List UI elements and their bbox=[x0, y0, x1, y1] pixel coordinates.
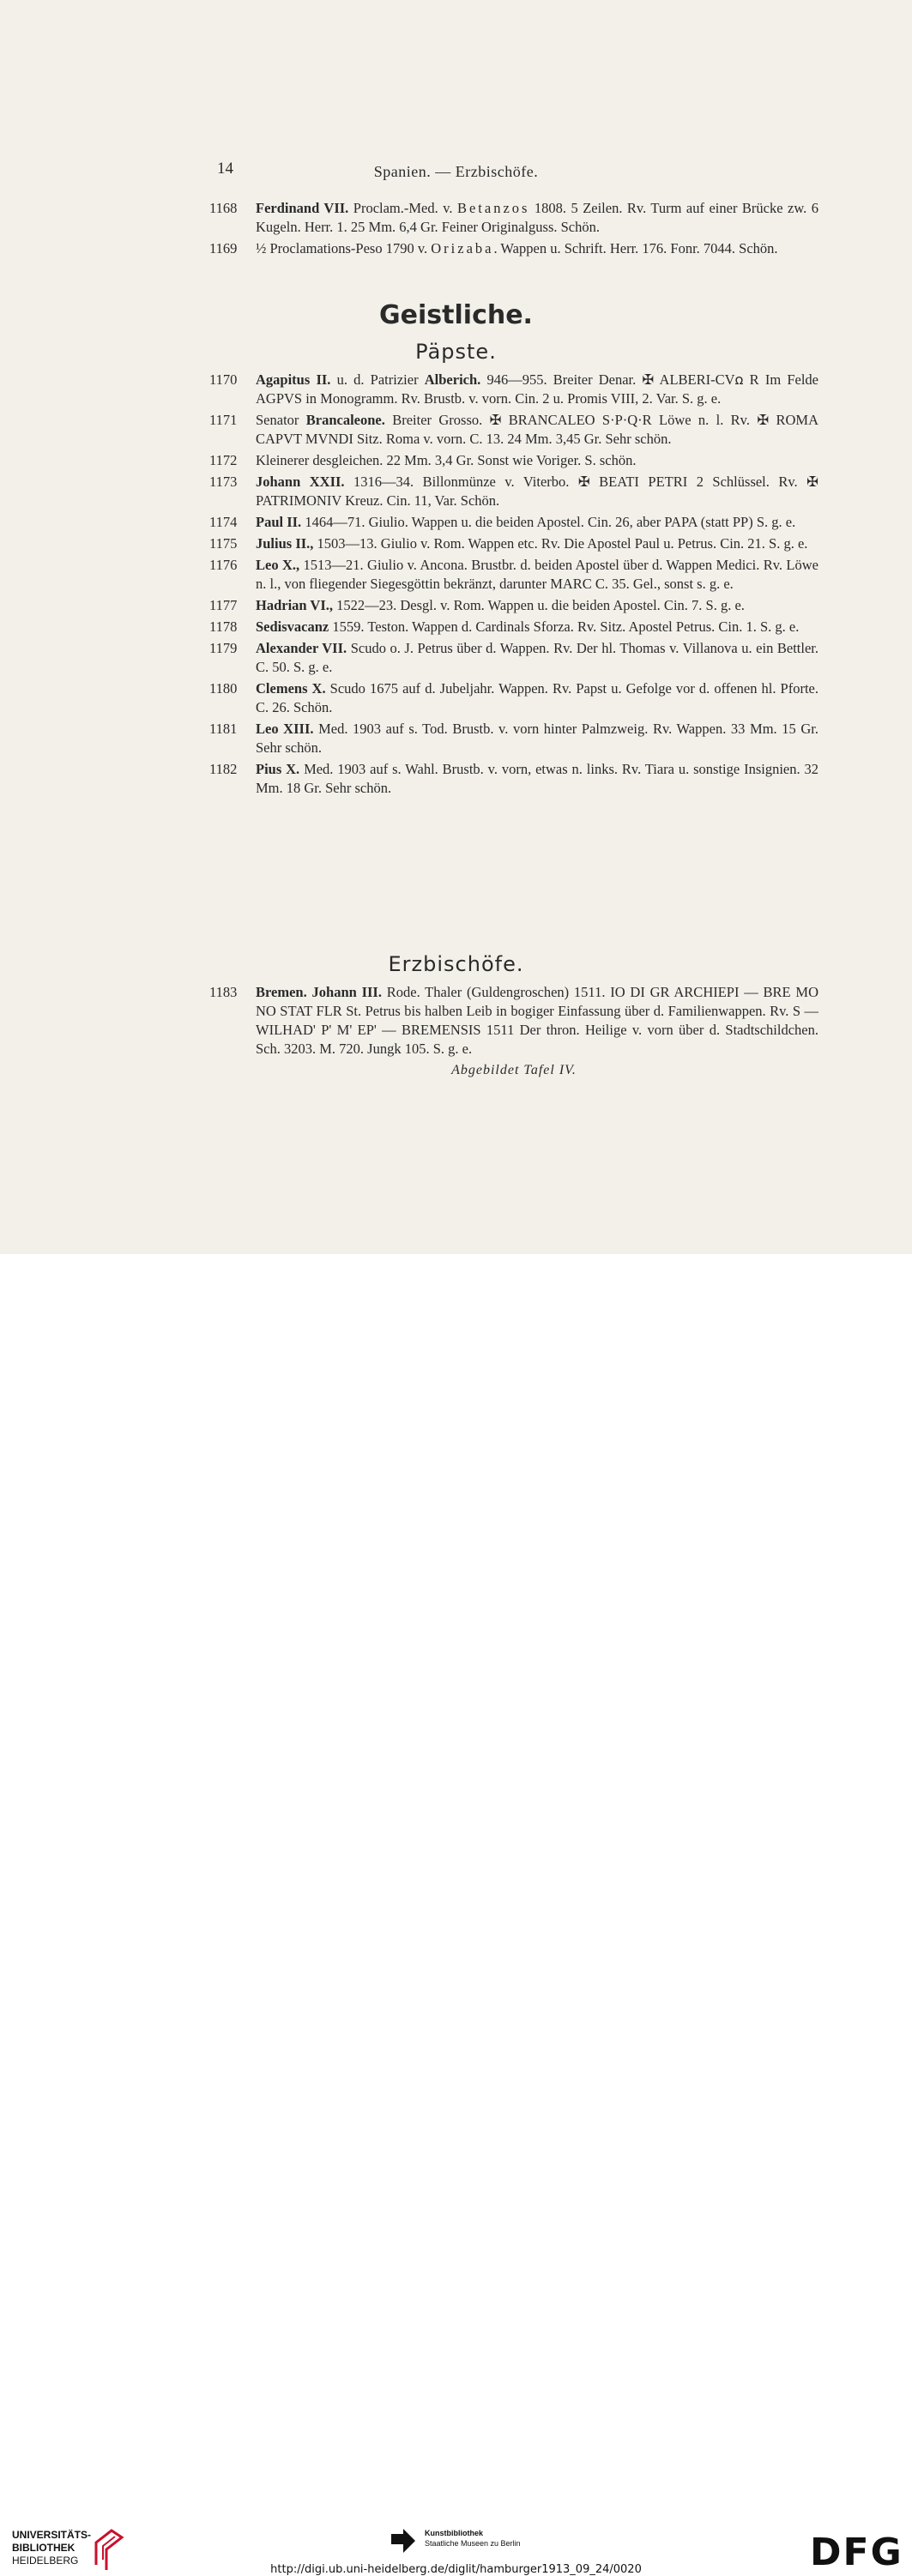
entry-spaced-text: Orizaba bbox=[431, 240, 494, 256]
entry-number: 1180 bbox=[209, 680, 238, 697]
entry-number: 1170 bbox=[209, 371, 238, 388]
entry-text: 1503—13. Giulio v. Rom. Wappen etc. Rv. Die Apostel Paul u. Petrus. Cin. 21. S. g. e. bbox=[313, 535, 808, 552]
catalog-entry bbox=[209, 679, 818, 717]
dfg-logo[interactable]: DFG bbox=[810, 2531, 903, 2574]
catalog-entry bbox=[209, 556, 818, 594]
catalog-entry bbox=[209, 239, 818, 258]
entry-name: Julius II., bbox=[256, 535, 314, 552]
entry-text-continued: Breiter Grosso. ✠ BRANCALEO S·P·Q·R Löwe n. l. Rv. ✠ ROMA CAPVT MVNDI Sitz. Roma v. vorn. C. 13. 24 Mm. 3,45 Gr. Sehr schön. bbox=[256, 412, 819, 447]
catalog-entry bbox=[209, 411, 818, 449]
catalog-entry bbox=[209, 513, 818, 532]
entry-spaced-text: Betanzos bbox=[456, 200, 530, 216]
ub-line-1: UNIVERSITÄTS- bbox=[12, 2529, 92, 2541]
entry-number: 1174 bbox=[209, 514, 238, 530]
catalog-entry bbox=[209, 451, 818, 470]
entry-number: 1168 bbox=[209, 200, 238, 216]
entry-name: Pius X. bbox=[256, 761, 300, 777]
entries-erzbischoefe bbox=[209, 983, 818, 1083]
catalog-entry bbox=[209, 639, 818, 677]
entry-name: Johann XXII. bbox=[256, 474, 345, 490]
entry-number: 1179 bbox=[209, 640, 238, 656]
catalog-entry bbox=[209, 720, 818, 757]
entry-text: Scudo o. J. Petrus über d. Wappen. Rv. Der hl. Thomas v. Villanova u. ein Bettler. C. 50. S. g. e. bbox=[256, 640, 818, 675]
entry-text: Proclam.-Med. v. bbox=[348, 200, 457, 216]
catalog-entry bbox=[209, 760, 818, 798]
running-head: Spanien. — Erzbischöfe. bbox=[373, 163, 539, 180]
catalog-entry bbox=[209, 534, 818, 553]
kb-line-1: Kunstbibliothek bbox=[425, 2529, 483, 2537]
entry-text: 1522—23. Desgl. v. Rom. Wappen u. die beiden Apostel. Cin. 7. S. g. e. bbox=[333, 597, 745, 613]
entry-name-secondary: Alberich. bbox=[424, 371, 481, 388]
entry-number: 1183 bbox=[209, 984, 238, 1000]
entry-number: 1173 bbox=[209, 474, 238, 490]
kunstbibliothek-logo-icon[interactable] bbox=[388, 2525, 419, 2556]
catalog-entry bbox=[209, 618, 818, 636]
entry-name: Clemens X. bbox=[256, 680, 326, 697]
catalog-entry bbox=[209, 371, 818, 408]
entry-name: Leo XIII. bbox=[256, 721, 314, 737]
entry-number: 1178 bbox=[209, 618, 238, 635]
heading-geistliche: Geistliche. bbox=[379, 300, 533, 330]
entry-name: Ferdinand VII. bbox=[256, 200, 349, 216]
entry-number: 1175 bbox=[209, 535, 238, 552]
entry-text: ½ Proclamations-Peso 1790 v. bbox=[256, 240, 432, 256]
catalog-entry bbox=[209, 199, 818, 237]
entry-name: Paul II. bbox=[256, 514, 302, 530]
permalink-url[interactable]: http://digi.ub.uni-heidelberg.de/diglit/hamburger1913_09_24/0020 bbox=[270, 2563, 642, 2576]
ub-heidelberg-logo-text[interactable] bbox=[12, 2529, 91, 2567]
catalog-entry bbox=[209, 596, 818, 615]
heading-erzbischoefe: Erzbischöfe. bbox=[388, 952, 524, 976]
entry-name: Agapitus II. bbox=[256, 371, 331, 388]
entry-text: Med. 1903 auf s. Wahl. Brustb. v. vorn, etwas n. links. Rv. Tiara u. sonstige Insignien. 32 Mm. 18 Gr. Sehr schön. bbox=[256, 761, 818, 796]
entry-number: 1181 bbox=[209, 721, 238, 737]
entry-text: u. d. Patrizier bbox=[330, 371, 425, 388]
entry-text: 1464—71. Giulio. Wappen u. die beiden Apostel. Cin. 26, aber PAPA (statt PP) S. g. e. bbox=[301, 514, 796, 530]
entry-name: Leo X., bbox=[256, 557, 300, 573]
catalog-entry bbox=[209, 983, 818, 1059]
entries-paepste bbox=[209, 371, 818, 800]
entries-spanien bbox=[209, 199, 818, 261]
entry-text: Senator bbox=[256, 412, 306, 428]
ub-line-2: BIBLIOTHEK bbox=[12, 2542, 75, 2554]
ub-line-3: HEIDELBERG bbox=[12, 2555, 79, 2567]
entry-text: Med. 1903 auf s. Tod. Brustb. v. vorn hinter Palmzweig. Rv. Wappen. 33 Mm. 15 Gr. Sehr schön. bbox=[256, 721, 818, 756]
entry-text-continued: 946—955. Breiter Denar. ✠ ALBERI-CVꭥ R Im Felde AGPVS in Monogramm. Rv. Brustb. v. vorn. Cin. 2 u. Promis VIII, 2. Var. S. g. e. bbox=[256, 371, 819, 407]
entry-name: Bremen. bbox=[256, 984, 307, 1000]
entry-text: Scudo 1675 auf d. Jubeljahr. Wappen. Rv. Papst u. Gefolge vor d. offenen hl. Pforte. C. 26. Schön. bbox=[256, 680, 819, 715]
entry-text: 1559. Teston. Wappen d. Cardinals Sforza. Rv. Sitz. Apostel Petrus. Cin. 1. S. g. e. bbox=[329, 618, 800, 635]
kunstbibliothek-text bbox=[425, 2528, 521, 2549]
kb-line-2: Staatliche Museen zu Berlin bbox=[425, 2539, 521, 2548]
entry-text: Kleinerer desgleichen. 22 Mm. 3,4 Gr. Sonst wie Voriger. S. schön. bbox=[256, 452, 637, 468]
entry-name-secondary: Johann III. bbox=[311, 984, 382, 1000]
scanned-page bbox=[0, 0, 912, 1254]
entry-name: Hadrian VI., bbox=[256, 597, 334, 613]
entry-name-secondary: Brancaleone. bbox=[305, 412, 385, 428]
entry-text-continued: Rode. Thaler (Guldengroschen) 1511. IO DI GR ARCHIEPI — BRE MO NO STAT FLR St. Petrus bis halben Leib in bogiger Einfassung über d. Familienwappen. Rv. S — WILHAD' P' M' EP' — BREMENSIS 1511 Der thron. Heilige v. vorn über d. Stadtschildchen. Sch. 3203. M. 720. Jungk 105. S. g. e. bbox=[256, 984, 818, 1057]
entry-number: 1171 bbox=[209, 412, 238, 428]
entry-text-continued: 1808. 5 Zeilen. Rv. Turm auf einer Brücke zw. 6 Kugeln. Herr. 1. 25 Mm. 6,4 Gr. Feiner Originalguss. Schön. bbox=[256, 200, 818, 235]
entry-number: 1182 bbox=[209, 761, 238, 777]
entry-number: 1176 bbox=[209, 557, 238, 573]
entry-number: 1172 bbox=[209, 452, 238, 468]
page-number: 14 bbox=[217, 160, 233, 178]
heading-paepste: Päpste. bbox=[415, 340, 497, 364]
catalog-entry bbox=[209, 473, 818, 510]
entry-number: 1169 bbox=[209, 240, 238, 256]
entry-text-continued: . Wappen u. Schrift. Herr. 176. Fonr. 7044. Schön. bbox=[493, 240, 778, 256]
entry-name: Alexander VII. bbox=[256, 640, 347, 656]
footer-bar bbox=[0, 1254, 912, 2576]
entry-text: 1513—21. Giulio v. Ancona. Brustbr. d. beiden Apostel über d. Wappen Medici. Rv. Löwe n. l., von fliegender Siegesgöttin bekränzt, darunter MARC C. 35. Gel., sonst s. g. e. bbox=[256, 557, 818, 592]
plate-caption: Abgebildet Tafel IV. bbox=[451, 1063, 577, 1077]
entry-number: 1177 bbox=[209, 597, 238, 613]
entry-text: 1316—34. Billonmünze v. Viterbo. ✠ BEATI PETRI 2 Schlüssel. Rv. ✠ PATRIMONIV Kreuz. Cin. 11, Var. Schön. bbox=[256, 474, 818, 509]
entry-name: Sedisvacanz bbox=[256, 618, 329, 635]
